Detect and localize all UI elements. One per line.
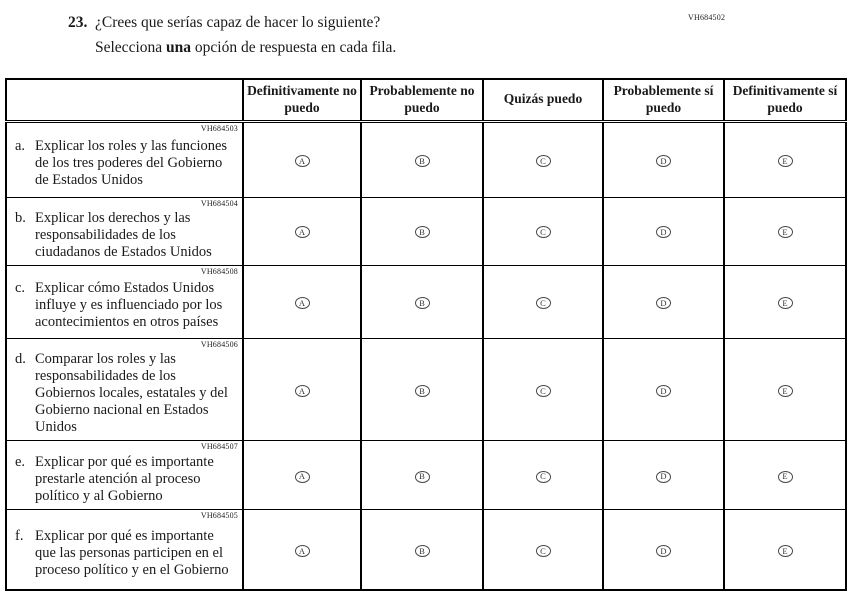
- row-item-code: VH684507: [200, 442, 238, 452]
- option-bubble-d[interactable]: D: [656, 297, 671, 309]
- row-letter: a.: [15, 137, 26, 154]
- option-cell: [243, 441, 361, 510]
- row-item-code: VH684503: [200, 123, 238, 133]
- option-cell: [724, 121, 846, 197]
- column-header: Probablemente sí puedo: [603, 79, 724, 121]
- table-row: [6, 510, 846, 590]
- statement-cell: [6, 121, 243, 197]
- statement-cell: [6, 265, 243, 338]
- row-letter: f.: [15, 527, 24, 544]
- option-cell: [603, 265, 724, 338]
- question-number: 23.: [68, 14, 88, 31]
- statement-cell: [6, 197, 243, 265]
- option-bubble-d[interactable]: D: [656, 155, 671, 167]
- option-bubble-c[interactable]: C: [536, 226, 551, 238]
- option-cell: [724, 265, 846, 338]
- option-bubble-e[interactable]: E: [778, 385, 793, 397]
- option-bubble-d[interactable]: D: [656, 471, 671, 483]
- option-bubble-e[interactable]: E: [778, 297, 793, 309]
- row-letter: b.: [15, 209, 26, 226]
- row-statement: Explicar por qué es importante prestarle atención al proceso político y al Gobierno: [35, 453, 214, 504]
- option-bubble-b[interactable]: B: [415, 155, 430, 167]
- option-cell: [603, 121, 724, 197]
- option-cell: [483, 441, 603, 510]
- option-cell: [483, 265, 603, 338]
- option-bubble-e[interactable]: E: [778, 545, 793, 557]
- option-bubble-a[interactable]: A: [295, 155, 310, 167]
- option-cell: [724, 441, 846, 510]
- option-cell: [243, 510, 361, 590]
- option-bubble-b[interactable]: B: [415, 226, 430, 238]
- header-empty-cell: [6, 79, 243, 121]
- table-row: [6, 338, 846, 441]
- column-header: Quizás puedo: [483, 79, 603, 121]
- column-header: Definitivamente sí puedo: [724, 79, 846, 121]
- option-cell: [243, 121, 361, 197]
- response-grid-table: [5, 78, 847, 591]
- option-cell: [361, 441, 483, 510]
- option-cell: [361, 265, 483, 338]
- option-bubble-b[interactable]: B: [415, 297, 430, 309]
- option-bubble-a[interactable]: A: [295, 385, 310, 397]
- row-statement: Explicar por qué es importante que las personas participen en el proceso político y en el Gobierno: [35, 527, 229, 579]
- option-bubble-c[interactable]: C: [536, 155, 551, 167]
- option-bubble-d[interactable]: D: [656, 226, 671, 238]
- column-header: Probablemente no puedo: [361, 79, 483, 121]
- option-bubble-c[interactable]: C: [536, 385, 551, 397]
- option-bubble-e[interactable]: E: [778, 226, 793, 238]
- row-statement: Explicar los derechos y las responsabilidades de los ciudadanos de Estados Unidos: [35, 209, 212, 260]
- question-block: [68, 14, 708, 57]
- column-header: Definitivamente no puedo: [243, 79, 361, 121]
- option-bubble-c[interactable]: C: [536, 471, 551, 483]
- option-bubble-b[interactable]: B: [415, 545, 430, 557]
- option-cell: [603, 441, 724, 510]
- row-letter: d.: [15, 350, 26, 367]
- option-bubble-d[interactable]: D: [656, 385, 671, 397]
- option-cell: [361, 338, 483, 441]
- option-bubble-a[interactable]: A: [295, 297, 310, 309]
- row-item-code: VH684508: [200, 266, 238, 276]
- option-bubble-b[interactable]: B: [415, 471, 430, 483]
- header-row: [6, 79, 846, 121]
- option-bubble-c[interactable]: C: [536, 545, 551, 557]
- question-text: ¿Crees que serías capaz de hacer lo siguiente?: [95, 14, 381, 31]
- statement-cell: [6, 510, 243, 590]
- option-bubble-a[interactable]: A: [295, 545, 310, 557]
- table-row: [6, 121, 846, 197]
- row-item-code: VH684504: [200, 198, 238, 208]
- option-bubble-e[interactable]: E: [778, 155, 793, 167]
- option-cell: [361, 121, 483, 197]
- statement-cell: [6, 338, 243, 441]
- option-bubble-e[interactable]: E: [778, 471, 793, 483]
- table-row: [6, 197, 846, 265]
- option-cell: [724, 338, 846, 441]
- option-cell: [243, 197, 361, 265]
- option-cell: [243, 265, 361, 338]
- question-instruction: Selecciona una opción de respuesta en cada fila.: [95, 39, 397, 56]
- row-letter: c.: [15, 280, 26, 297]
- statement-cell: [6, 441, 243, 510]
- row-item-code: VH684505: [200, 511, 238, 521]
- option-cell: [483, 197, 603, 265]
- table-row: [6, 265, 846, 338]
- option-bubble-a[interactable]: A: [295, 471, 310, 483]
- row-item-code: VH684506: [200, 339, 238, 349]
- option-bubble-d[interactable]: D: [656, 545, 671, 557]
- option-cell: [483, 338, 603, 441]
- option-cell: [243, 338, 361, 441]
- option-cell: [483, 510, 603, 590]
- option-cell: [603, 510, 724, 590]
- option-cell: [603, 338, 724, 441]
- option-cell: [724, 510, 846, 590]
- page-form-code: VH684502: [688, 13, 726, 22]
- row-letter: e.: [15, 453, 26, 470]
- option-cell: [483, 121, 603, 197]
- row-statement: Explicar los roles y las funciones de los tres poderes del Gobierno de Estados Unidos: [35, 137, 228, 189]
- option-bubble-a[interactable]: A: [295, 226, 310, 238]
- option-cell: [724, 197, 846, 265]
- option-cell: [361, 197, 483, 265]
- option-bubble-c[interactable]: C: [536, 297, 551, 309]
- row-statement: Explicar cómo Estados Unidos influye y es influenciado por los acontecimientos en otros países: [35, 280, 223, 331]
- table-row: [6, 441, 846, 510]
- option-cell: [361, 510, 483, 590]
- row-statement: Comparar los roles y las responsabilidades de los Gobiernos locales, estatales y del Gobierno nacional en Estados Unidos: [35, 350, 228, 436]
- option-cell: [603, 197, 724, 265]
- option-bubble-b[interactable]: B: [415, 385, 430, 397]
